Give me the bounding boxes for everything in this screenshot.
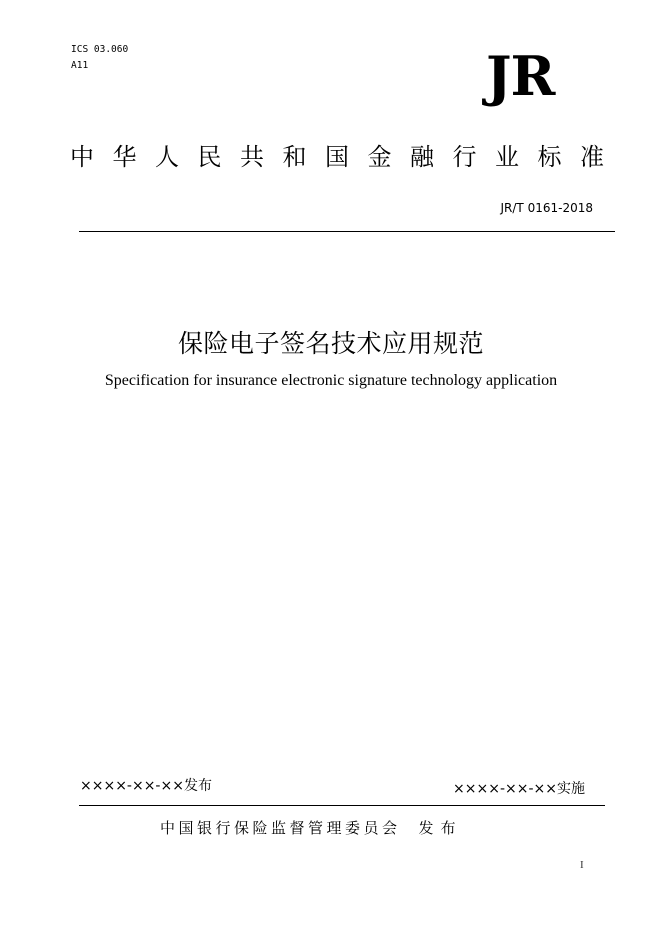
issuer-name: 中国银行保险监督管理委员会	[160, 819, 401, 837]
standard-number: JR/T 0161-2018	[500, 201, 593, 215]
footer-divider	[79, 805, 605, 806]
document-title-cn: 保险电子签名技术应用规范	[177, 329, 484, 358]
ics-code: ICS 03.060	[71, 44, 129, 55]
implementation-date: ××××-××-××实施	[453, 781, 585, 797]
issue-date: ××××-××-××发布	[80, 778, 212, 794]
issuer-action: 发布	[418, 819, 463, 837]
document-title-en: Specification for insurance electronic signature technology application	[104, 372, 558, 389]
issuing-authority	[160, 818, 463, 838]
jr-logo: JR	[486, 44, 555, 108]
header-divider	[79, 231, 615, 232]
ccs-code: A11	[71, 60, 89, 71]
classification-codes	[71, 42, 128, 74]
standard-category-title: 中华人民共和国金融行业标准	[70, 143, 623, 171]
page-number: I	[580, 859, 584, 871]
